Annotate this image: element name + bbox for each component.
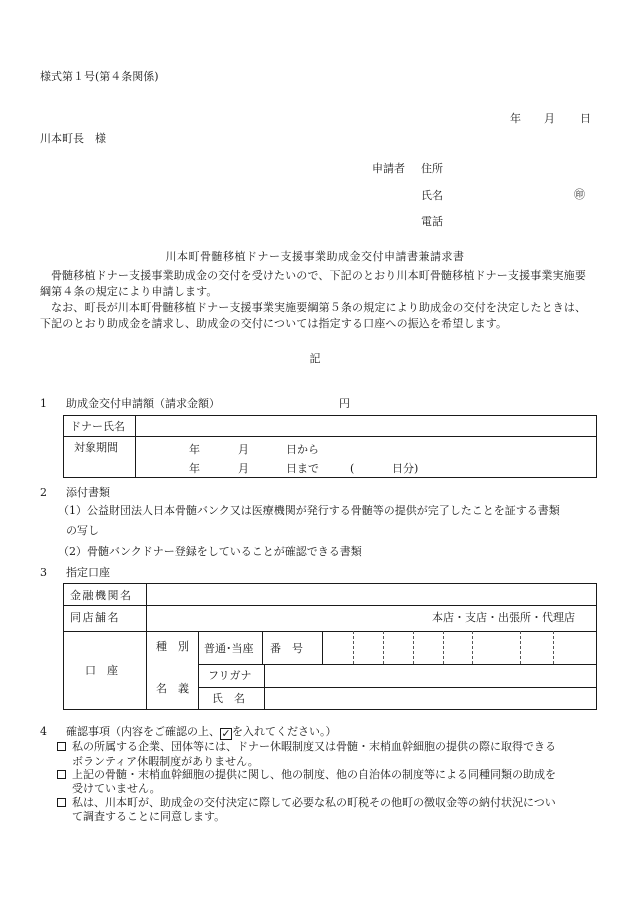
section4-label <box>66 725 337 740</box>
applicant-name-label: 氏名 <box>421 189 443 202</box>
form-number: 様式第１号(第４条関係) <box>40 70 159 83</box>
confirm-item-2-line1: 上記の骨髄・末梢血幹細胞の提供に関し、他の制度、他の自治体の制度等による同種同類の助成を <box>72 768 556 781</box>
date-month-label: 月 <box>544 112 555 125</box>
account-holder-label: 名 義 <box>156 682 189 695</box>
holder-name-field[interactable] <box>268 690 593 707</box>
donor-name-label: ドナー氏名 <box>70 420 125 433</box>
confirm-checkbox-1[interactable] <box>57 742 66 751</box>
check-mark-icon: ✓ <box>221 727 231 740</box>
account-label: 口 座 <box>85 664 118 677</box>
applicant-label: 申請者 <box>372 162 405 175</box>
branch-name-field[interactable] <box>152 609 422 624</box>
attachment-item-2: （2）骨髄バンクドナー登録をしていることが確認できる書類 <box>58 545 362 558</box>
section1-number: 1 <box>40 397 47 410</box>
attachment-item-1-line1: （1）公益財団法人日本骨髄バンク又は医療機関が発行する骨髄等の提供が完了したことを証する書類 <box>58 504 560 517</box>
section1-yen-label: 円 <box>339 397 350 410</box>
confirm-checkbox-2[interactable] <box>57 770 66 779</box>
confirm-checkbox-3[interactable] <box>57 798 66 807</box>
body-paragraph-1: 骨髄移植ドナー支援事業助成金の交付を受けたいので、下記のとおり川本町骨髄移植ドナー支援事業実施要綱第４条の規定により申請します。 <box>40 269 586 298</box>
confirm-item-2-line2: 受けていません。 <box>72 782 161 795</box>
days-open-paren: ( <box>350 462 355 475</box>
ki-label: 記 <box>309 352 321 365</box>
furigana-label: フリガナ <box>208 669 252 682</box>
confirm-item-1-line1: 私の所属する企業、団体等には、ドナー休暇制度又は骨髄・末梢血幹細胞の提供の際に取得できる <box>72 740 556 753</box>
section2-label: 添付書類 <box>66 486 110 499</box>
date-day-label: 日 <box>580 112 591 125</box>
section2-number: 2 <box>40 486 47 499</box>
date-year-label: 年 <box>510 112 521 125</box>
account-type-value: 普通･当座 <box>204 642 254 655</box>
section3-number: 3 <box>40 566 47 579</box>
section4-number: 4 <box>40 725 47 738</box>
bank-name-label: 金融機関名 <box>70 589 133 602</box>
section3-label: 指定口座 <box>66 566 110 579</box>
account-number-label: 番 号 <box>270 642 303 655</box>
confirm-item-1-line2: ボランティア休暇制度がありません。 <box>72 755 259 768</box>
branch-name-label: 同店舗名 <box>70 611 120 624</box>
holder-name-label: 氏 名 <box>212 692 245 705</box>
section4-label-after: を入れてください。） <box>232 725 337 738</box>
seal-mark: ㊞ <box>574 188 585 201</box>
applicant-address-label: 住所 <box>421 162 443 175</box>
body-paragraph-2: なお、町長が川本町骨髄移植ドナー支援事業実施要綱第５条の規定により助成金の交付を決定したときは、下記のとおり助成金を請求し、助成金の交付については指定する口座への振込を希望します。 <box>40 301 587 330</box>
days-label: 日分) <box>392 462 419 475</box>
period-from-label: 日から <box>286 443 319 456</box>
period-to-label: 日まで <box>286 462 319 475</box>
confirm-item-3-line1: 私は、川本町が、助成金の交付決定に際して必要な私の町税その他町の徴収金等の納付状況につい <box>72 796 556 809</box>
attachment-item-1-line2: の写し <box>66 524 99 537</box>
period-from-month-label: 月 <box>238 443 249 456</box>
period-to-year-label: 年 <box>189 462 200 475</box>
section4-label-before: 確認事項（内容をご確認の上、 <box>66 725 220 738</box>
bank-name-field[interactable] <box>152 587 592 602</box>
account-type-label: 種 別 <box>156 640 189 653</box>
donor-name-field[interactable] <box>145 419 593 434</box>
section1-label: 助成金交付申請額（請求金額） <box>66 397 220 410</box>
confirm-item-3-line2: て調査することに同意します。 <box>72 810 226 823</box>
applicant-phone-label: 電話 <box>421 215 443 228</box>
furigana-field[interactable] <box>268 667 593 684</box>
document-title: 川本町骨髄移植ドナー支援事業助成金交付申請書兼請求書 <box>165 250 465 263</box>
addressee: 川本町長 様 <box>40 132 106 145</box>
period-from-year-label: 年 <box>189 443 200 456</box>
period-to-month-label: 月 <box>238 462 249 475</box>
branch-type-options: 本店・支店・出張所・代理店 <box>432 611 575 624</box>
period-label: 対象期間 <box>74 441 118 454</box>
